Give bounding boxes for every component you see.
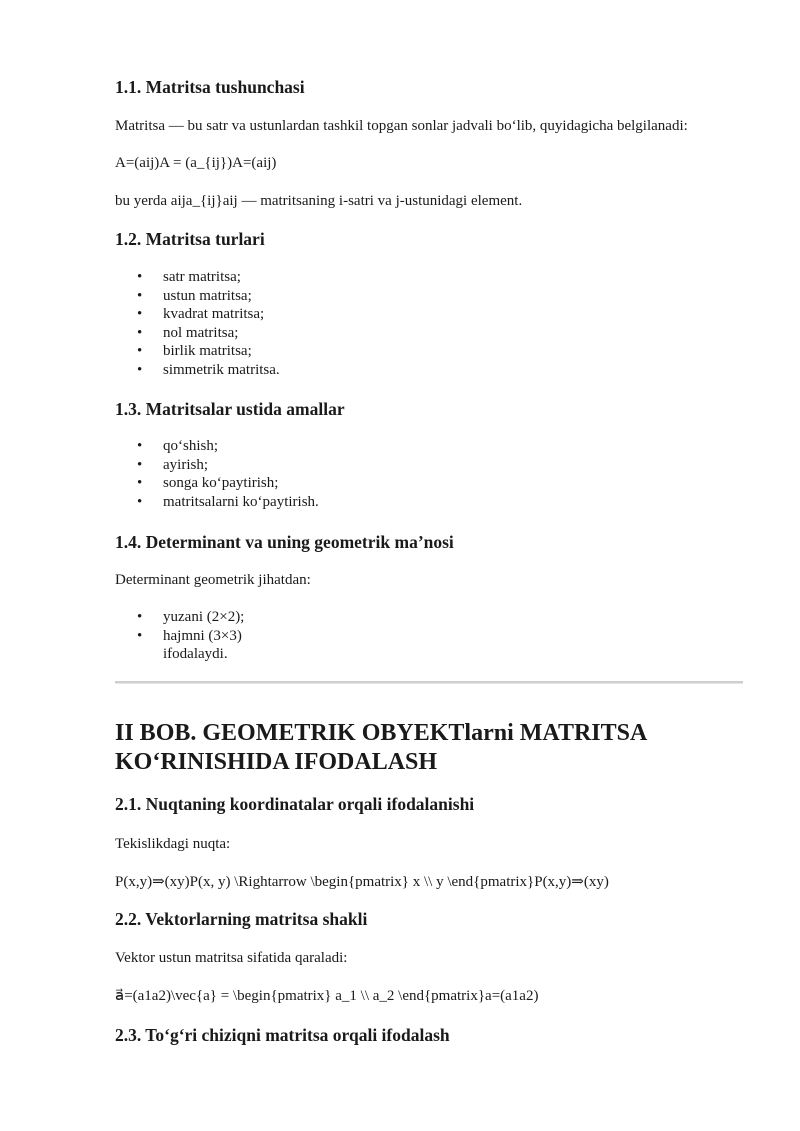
list-item: • birlik matritsa; (137, 343, 252, 359)
list-item: • kvadrat matritsa; (137, 306, 265, 322)
list-item: • yuzani (2×2); (137, 609, 245, 625)
list-item: • songa ko‘paytirish; (137, 475, 279, 491)
section-2-1-heading: 2.1. Nuqtaning koordinatalar orqali ifodalanishi (115, 794, 475, 814)
section-2-2-formula: a⃗=(a1a2)\vec{a} = \begin{pmatrix} a_1 \\ a_2 \end{pmatrix}a=(a1a2) (115, 988, 539, 1004)
section-1-3-heading: 1.3. Matritsalar ustida amallar (115, 399, 345, 419)
bullet-icon: • (137, 438, 143, 454)
section-1-2-heading: 1.2. Matritsa turlari (115, 229, 265, 249)
section-2-2-intro: Vektor ustun matritsa sifatida qaraladi: (115, 950, 348, 966)
matrix-operations-list (115, 437, 319, 511)
bullet-icon: • (137, 456, 143, 473)
list-item: • simmetrik matritsa. (137, 361, 280, 378)
list-item: • satr matritsa; (137, 269, 241, 285)
section-1-4-intro: Determinant geometrik jihatdan: (115, 572, 311, 588)
bullet-icon: • (137, 609, 143, 625)
bullet-icon: • (137, 324, 143, 341)
section-1-1-intro: Matritsa — bu satr va ustunlardan tashkil topgan sonlar jadvali bo‘lib, quyidagicha belgilanadi: (115, 118, 688, 134)
bullet-icon: • (137, 627, 143, 644)
section-2-2-heading: 2.2. Vektorlarning matritsa shakli (115, 909, 368, 929)
bullet-icon: • (137, 493, 143, 510)
section-1-4-heading: 1.4. Determinant va uning geometrik ma’nosi (115, 532, 454, 552)
bullet-icon: • (137, 306, 143, 322)
list-item: • hajmni (3×3) (137, 627, 242, 644)
list-item-continuation: ifodalaydi. (163, 646, 228, 662)
list-item: • ayirish; (137, 456, 208, 473)
determinant-list (115, 608, 244, 664)
bullet-icon: • (137, 343, 143, 359)
bullet-icon: • (137, 269, 143, 285)
list-item: • matritsalarni ko‘paytirish. (137, 493, 319, 510)
list-item: • qo‘shish; (137, 438, 219, 454)
section-2-1-formula: P(x,y)⇒(xy)P(x, y) \Rightarrow \begin{pmatrix} x \\ y \end{pmatrix}P(x,y)⇒(xy) (115, 874, 609, 890)
bullet-icon: • (137, 361, 143, 378)
chapter-title: II BOB. GEOMETRIK OBYEKTlarni MATRITSA KO‘RINISHIDA IFODALASH (115, 720, 648, 775)
bullet-icon: • (137, 287, 143, 304)
section-2-1-intro: Tekislikdagi nuqta: (115, 836, 231, 852)
horizontal-divider (115, 681, 743, 684)
bullet-icon: • (137, 475, 143, 491)
section-2-3-heading: 2.3. To‘g‘ri chiziqni matritsa orqali ifodalash (115, 1025, 450, 1045)
list-item: • ustun matritsa; (137, 287, 252, 304)
matrix-types-list (115, 268, 280, 379)
section-1-1-heading: 1.1. Matritsa tushunchasi (115, 77, 305, 97)
section-1-1-formula: A=(aij)A = (a_{ij})A=(aij) (115, 155, 277, 171)
list-item: • nol matritsa; (137, 324, 239, 341)
section-1-1-note: bu yerda aija_{ij}aij — matritsaning i-satri va j-ustunidagi element. (115, 193, 523, 209)
